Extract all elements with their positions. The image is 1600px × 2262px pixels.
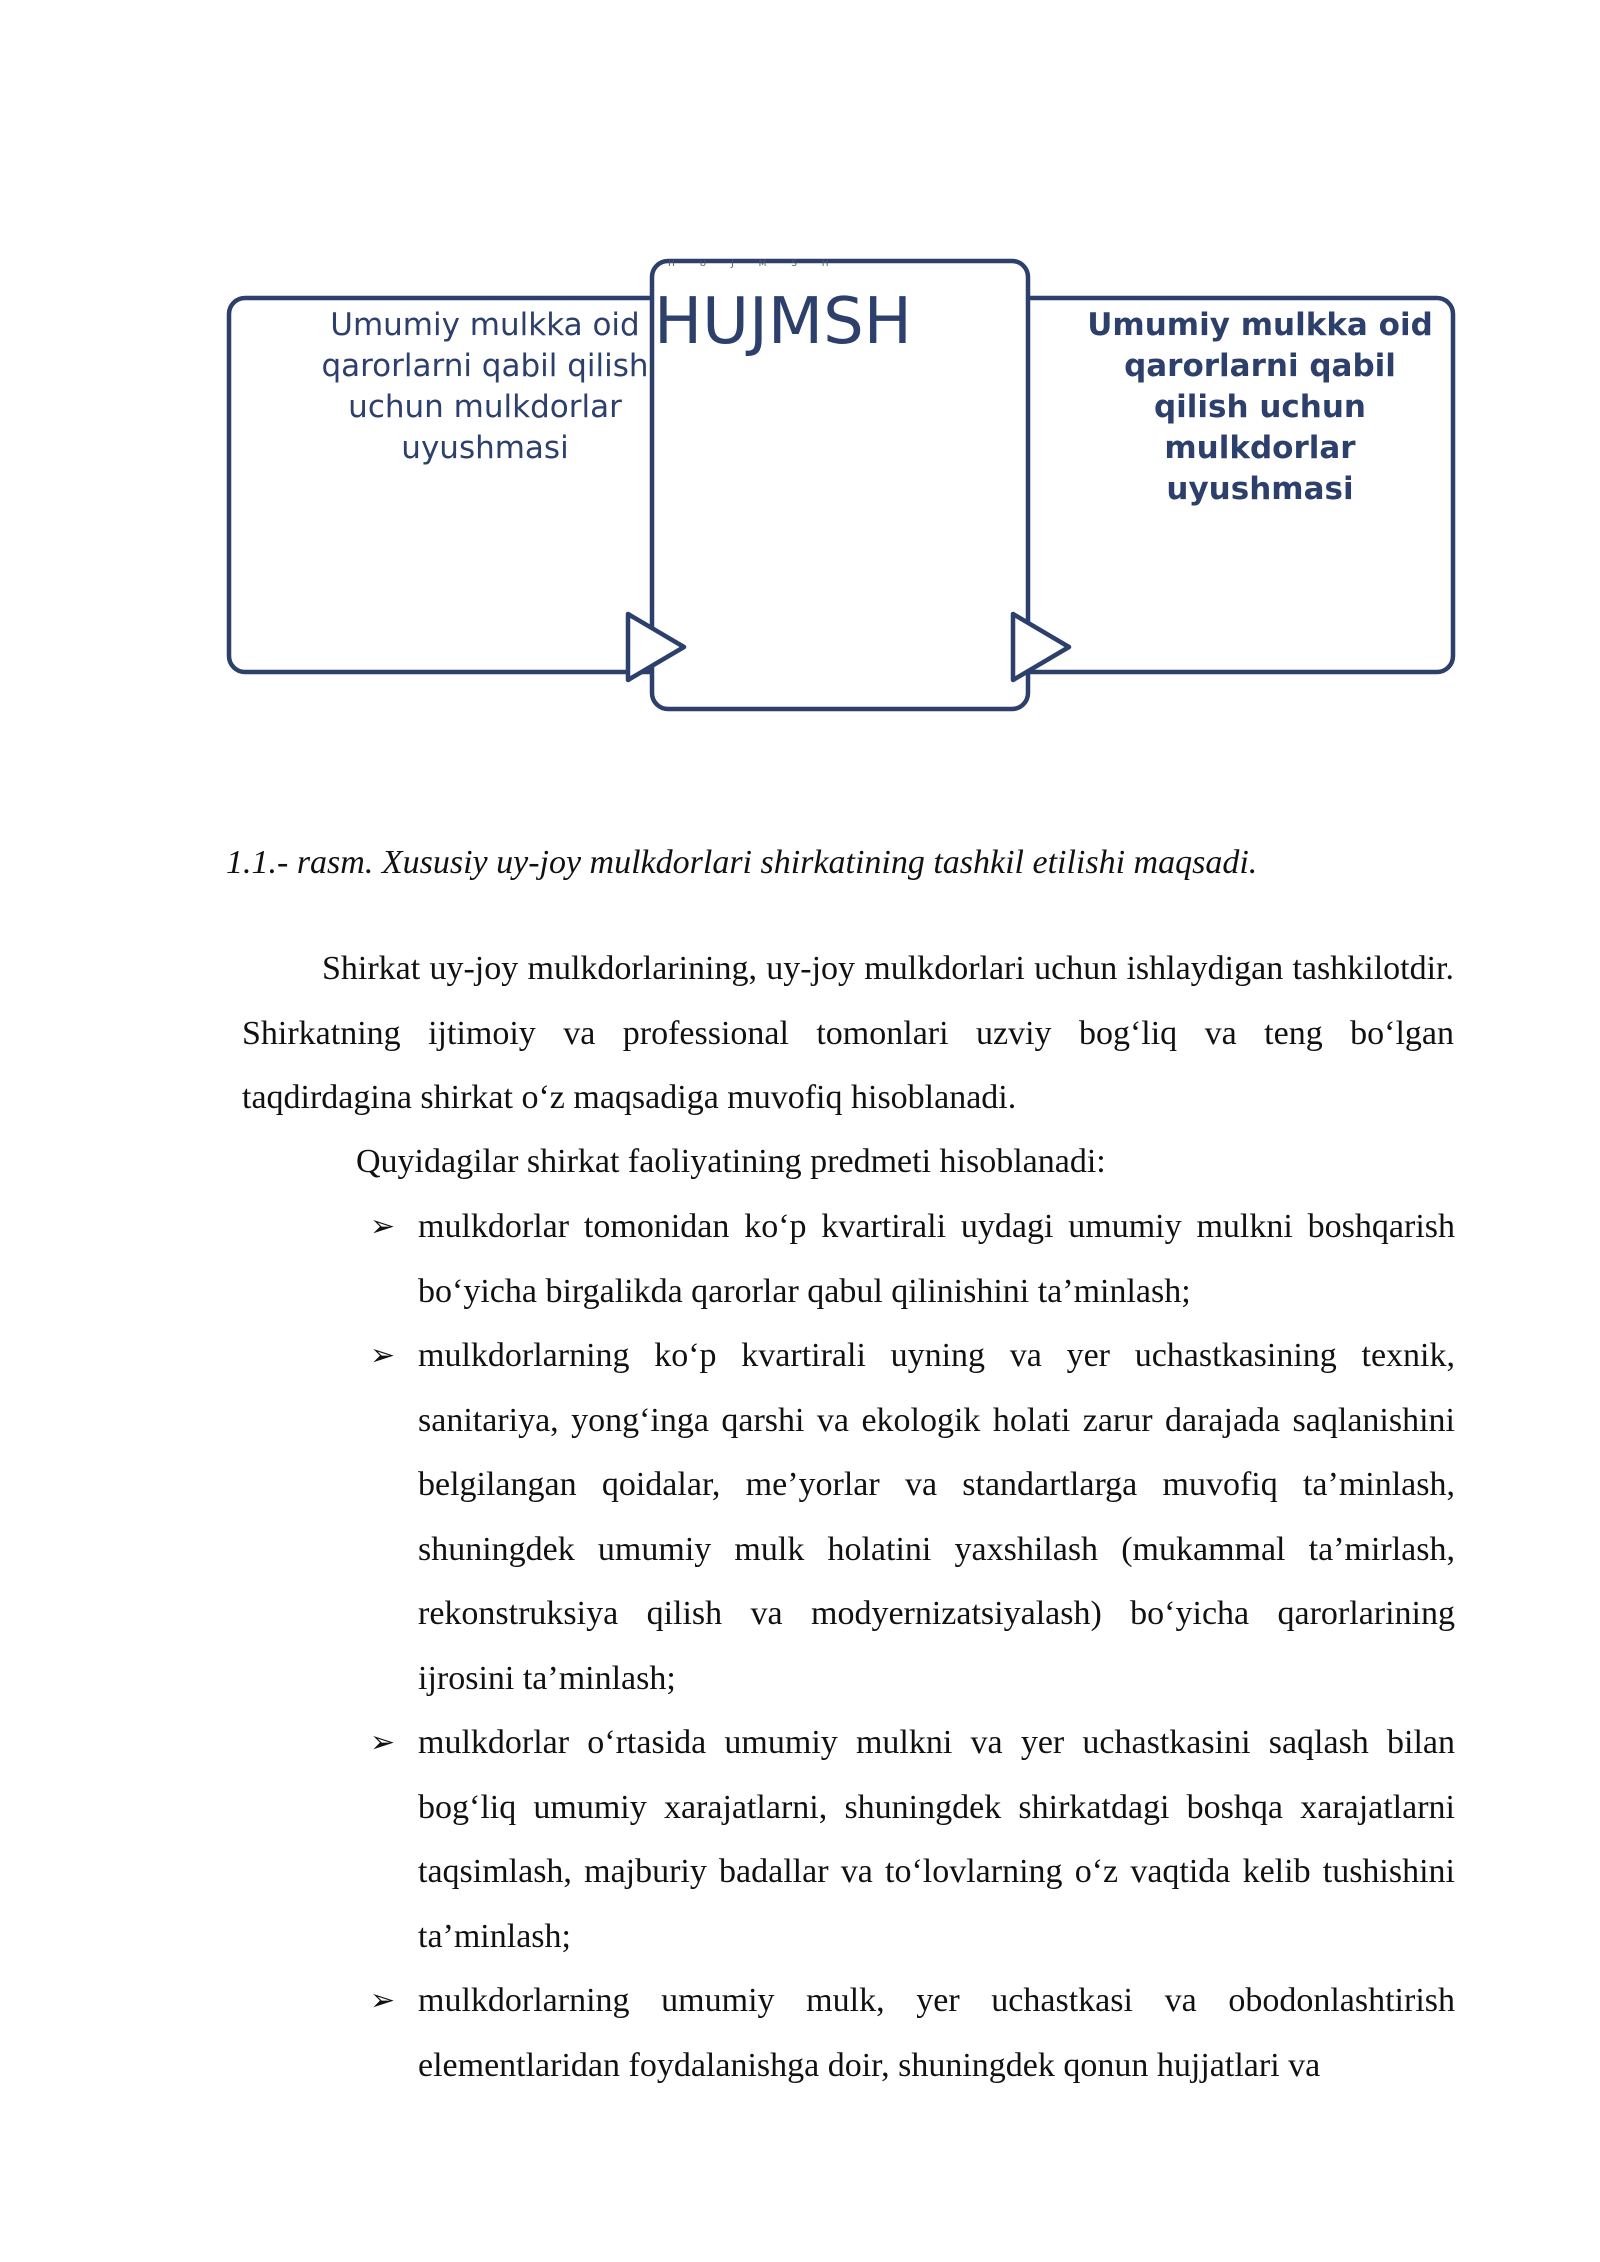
list-item-text: mulkdorlarning umumiy mulk, yer uchastkasi va obodonlashtirish elementlaridan foydalanishga doir, shuningdek qonun hujjatlari va bbox=[418, 1982, 1455, 2084]
list-item-text: mulkdorlarning ko‘p kvartirali uyning va yer uchastkasining texnik, sanitariya, yong‘inga qarshi va ekologik holati zarur darajada saqlanishini belgilangan qoidalar, me’yorlar va standartlarga muvofiq ta’minlash, shuningdek umumiy mulk holatini yaxshilash (mukammal ta’mirlash, rekonstruksiya qilish va modyernizatsiyalash) bo‘yicha qarorlarining ijrosini ta’minlash; bbox=[418, 1337, 1455, 1697]
arrow-bullet-icon: ➢ bbox=[370, 1983, 396, 2018]
center-box-small-text: H U J M S H bbox=[668, 259, 840, 269]
arrow-bullet-icon: ➢ bbox=[370, 1338, 396, 1373]
right-box-text: Umumiy mulkka oid qarorlarni qabil qilish uchun mulkdorlar uyushmasi bbox=[1087, 307, 1433, 507]
figure-caption: 1.1.- rasm. Xususiy uy-joy mulkdorlari shirkatining tashkil etilishi maqsadi. bbox=[226, 844, 1258, 881]
list-item bbox=[370, 1711, 1455, 1969]
list-item bbox=[370, 1324, 1455, 1711]
center-box-title: HUJMSH bbox=[654, 285, 912, 359]
left-box-text: Umumiy mulkka oid qarorlarni qabil qilish uchun mulkdorlar uyushmasi bbox=[321, 307, 649, 466]
list-item-text: mulkdorlar tomonidan ko‘p kvartirali uydagi umumiy mulkni boshqarish bo‘yicha birgalikda qarorlar qabul qilinishini ta’minlash; bbox=[418, 1208, 1455, 1310]
paragraph-intro: Shirkat uy-joy mulkdorlarining, uy-joy mulkdorlari uchun ishlaydigan tashkilotdir. Shirkatning ijtimoiy va professional tomonlari uzviy bog‘liq va teng bo‘lgan taqdirdagina shirkat o‘z maqsadiga muvofiq hisoblanadi. bbox=[242, 950, 1454, 1116]
list-item-text: mulkdorlar o‘rtasida umumiy mulkni va yer uchastkasini saqlash bilan bog‘liq umumiy xarajatlarni, shuningdek shirkatdagi boshqa xarajatlarni taqsimlash, majburiy badallar va to‘lovlarning o‘z vaqtida kelib tushishini ta’minlash; bbox=[418, 1724, 1455, 1955]
subject-list bbox=[370, 1195, 1455, 2098]
arrow-bullet-icon: ➢ bbox=[370, 1209, 396, 1244]
arrow-bullet-icon: ➢ bbox=[370, 1725, 396, 1760]
list-item bbox=[370, 1195, 1455, 1324]
paragraph-subject-heading: Quyidagilar shirkat faoliyatining predmeti hisoblanadi: bbox=[356, 1143, 1106, 1180]
list-item bbox=[370, 1969, 1455, 2098]
